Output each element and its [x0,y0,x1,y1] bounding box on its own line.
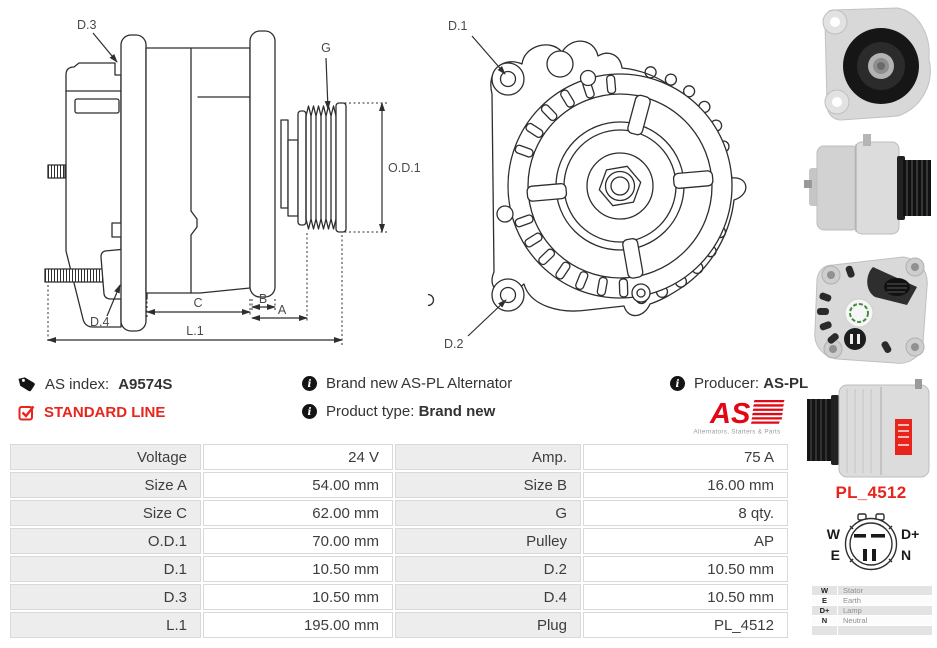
product-photo-front[interactable] [803,4,937,124]
spec-row [10,612,788,638]
legend-row [812,606,932,615]
spec-row [10,472,788,498]
brand-new-text: Brand new AS-PL Alternator [326,375,513,392]
logo-tagline: Alternators, Starters & Parts [693,428,781,436]
checked-checkbox-icon [18,404,35,421]
plug-diagram [805,505,937,581]
tag-icon [18,375,36,393]
as-pl-logo [684,396,790,443]
spec-value: 62.00 mm [203,500,393,526]
spec-value: 195.00 mm [203,612,393,638]
product-id-block [18,375,172,421]
spec-label: D.4 [395,584,581,610]
plug-pin-w: W [826,526,840,542]
spec-label: Size B [395,472,581,498]
dimension-label-od1: O.D.1 [388,161,421,175]
spec-row [10,500,788,526]
plug-pin-e: E [830,547,840,563]
spec-row [10,584,788,610]
spec-value: 54.00 mm [203,472,393,498]
legend-pin: W [812,586,837,595]
spec-value: 8 qty. [583,500,788,526]
standard-line-badge: STANDARD LINE [44,404,166,421]
legend-desc: Neutral [838,616,932,625]
spec-row [10,444,788,470]
producer-value: AS-PL [763,375,809,392]
spec-value: 16.00 mm [583,472,788,498]
alternator-front-view-drawing [428,8,758,358]
as-index-value: A9574S [118,375,173,393]
spec-value: 10.50 mm [583,556,788,582]
spec-value: 75 A [583,444,788,470]
legend-desc: Earth [838,596,932,605]
plug-legend [811,585,933,636]
dimension-label-l1: L.1 [186,324,204,338]
spec-value: 10.50 mm [203,556,393,582]
dimension-label-d3: D.3 [77,18,97,32]
spec-label: O.D.1 [10,528,201,554]
legend-row [812,616,932,625]
dimension-label-d1: D.1 [448,19,468,33]
legend-pin: E [812,596,837,605]
logo-as-text: AS [710,398,751,430]
legend-pin: D+ [812,606,837,615]
plug-pin-dplus: D+ [901,526,920,542]
spec-label: L.1 [10,612,201,638]
product-type-value: Brand new [418,403,496,420]
spec-label: Pulley [395,528,581,554]
plug-pin-n: N [901,547,912,563]
plug-name: PL_4512 [835,483,907,502]
as-index-label: AS index: [45,375,110,393]
spec-label: D.3 [10,584,201,610]
dimension-label-d2: D.2 [444,337,464,351]
spec-value: 24 V [203,444,393,470]
spec-row [10,556,788,582]
dimension-label-g: G [321,41,331,55]
spec-value: 10.50 mm [203,584,393,610]
dimension-label-c: C [193,296,203,310]
spec-value: 70.00 mm [203,528,393,554]
info-icon: i [670,376,685,391]
spec-label: Size A [10,472,201,498]
legend-row [812,626,932,635]
spec-label: D.1 [10,556,201,582]
dimension-label-a: A [277,303,287,317]
legend-desc [838,626,932,635]
spec-table [8,442,790,640]
product-photo-rear[interactable] [803,247,937,372]
legend-desc: Lamp [838,606,932,615]
legend-pin [812,626,837,635]
legend-row [812,596,932,605]
legend-pin: N [812,616,837,625]
spec-label: Amp. [395,444,581,470]
info-icon: i [302,376,317,391]
spec-value: 10.50 mm [583,584,788,610]
spec-value: AP [583,528,788,554]
producer-label: Producer: [694,375,760,392]
spec-label: Size C [10,500,201,526]
legend-desc: Stator [838,586,932,595]
spec-label: D.2 [395,556,581,582]
producer-block [670,375,808,392]
product-photo-side-pulley-left[interactable] [803,377,937,483]
spec-label: G [395,500,581,526]
dimension-label-b: B [258,292,268,306]
spec-label: Voltage [10,444,201,470]
spec-label: Plug [395,612,581,638]
dimension-label-d4: D.4 [90,315,110,329]
alternator-side-view-drawing [35,5,435,360]
product-type-label: Product type: [326,403,415,420]
spec-value: PL_4512 [583,612,788,638]
info-icon: i [302,404,317,419]
legend-row [812,586,932,595]
spec-row [10,528,788,554]
product-photo-side-pulley-right[interactable] [803,128,937,238]
product-description-block [302,375,512,420]
